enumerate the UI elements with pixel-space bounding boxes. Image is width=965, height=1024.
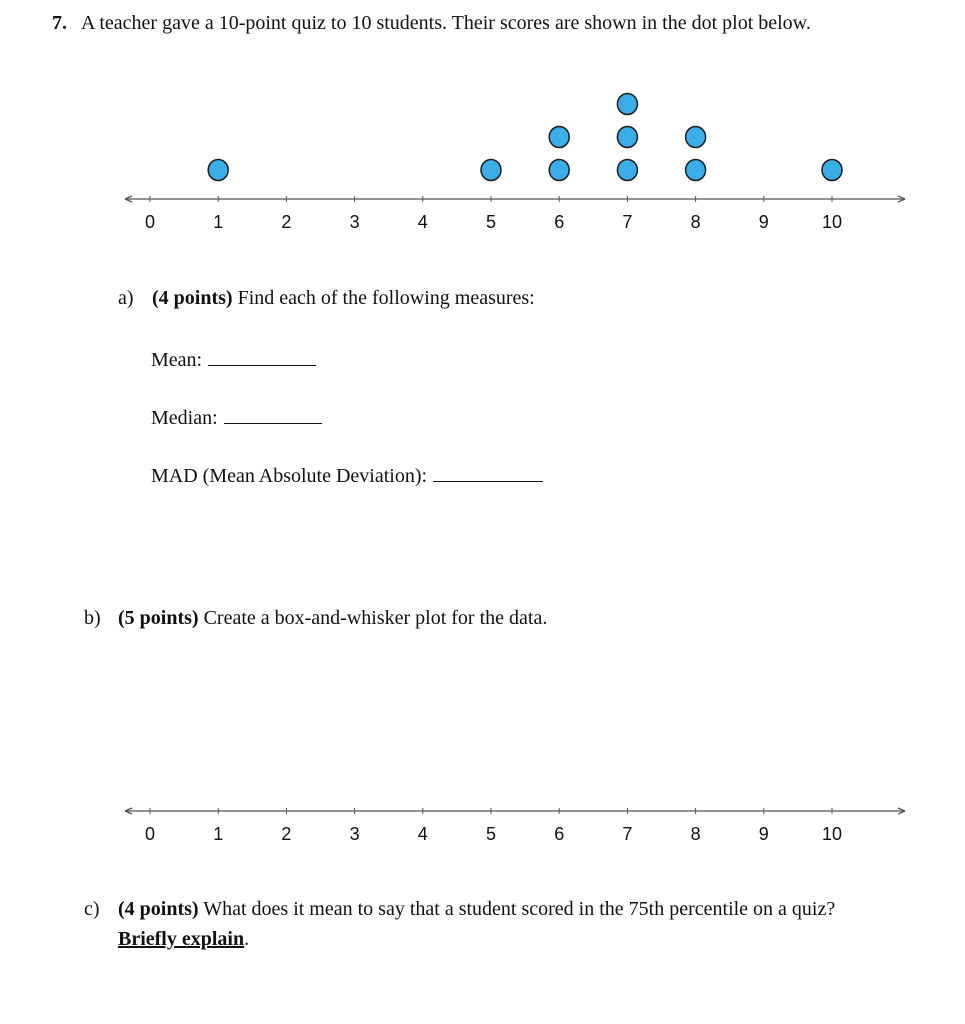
dot-plot-tick-label: 9	[758, 212, 769, 232]
number-line-tick-label: 6	[554, 824, 565, 844]
data-dot	[549, 127, 569, 148]
dot-plot-tick-label: 4	[417, 212, 428, 232]
question-heading	[52, 12, 811, 35]
number-line-axis	[125, 808, 905, 844]
number-line-tick-label: 7	[622, 824, 633, 844]
dot-plot-tick-label: 8	[690, 212, 701, 232]
part-c-points: (4 points)	[118, 898, 199, 920]
median-answer-blank[interactable]	[224, 403, 322, 424]
dot-plot-tick-label: 0	[144, 212, 156, 232]
number-line-tick-label: 1	[213, 824, 224, 844]
part-b-prompt: Create a box-and-whisker plot for the data.	[203, 607, 548, 629]
briefly-explain-label: Briefly explain	[118, 928, 245, 950]
mad-answer-blank[interactable]	[433, 461, 543, 482]
part-c-instruction	[118, 928, 249, 951]
dot-plot-dots	[208, 94, 842, 181]
number-line-tick-label: 8	[690, 824, 701, 844]
dot-plot-tick-label: 2	[281, 212, 292, 232]
data-dot	[617, 94, 637, 115]
part-a-points: (4 points)	[152, 287, 233, 309]
number-line-tick-label: 2	[281, 824, 292, 844]
number-line-tick-label: 5	[485, 824, 497, 844]
mad-label: MAD (Mean Absolute Deviation):	[151, 465, 428, 487]
part-b-heading	[84, 607, 547, 630]
number-line-tick-label: 3	[349, 824, 360, 844]
data-dot	[686, 127, 706, 148]
mean-answer-blank[interactable]	[208, 345, 316, 366]
median-label: Median:	[151, 407, 218, 429]
data-dot	[208, 160, 228, 181]
number-line-tick-label: 10	[821, 824, 843, 844]
part-b-points: (5 points)	[118, 607, 199, 629]
dot-plot-tick-label: 3	[349, 212, 360, 232]
part-c-period: .	[244, 928, 250, 950]
number-line-tick-label: 0	[144, 824, 156, 844]
question-text: A teacher gave a 10-point quiz to 10 students. Their scores are shown in the dot plot below.	[81, 12, 811, 34]
dot-plot-tick-label: 6	[554, 212, 565, 232]
data-dot	[617, 160, 637, 181]
number-line-tick-label: 4	[417, 824, 428, 844]
part-a-heading	[118, 287, 535, 310]
dot-plot-tick-label: 5	[485, 212, 497, 232]
data-dot	[822, 160, 842, 181]
dot-plot-tick-label: 7	[622, 212, 633, 232]
dot-plot-tick-label: 1	[213, 212, 224, 232]
data-dot	[549, 160, 569, 181]
part-b-letter: b)	[84, 607, 101, 629]
data-dot	[481, 160, 501, 181]
part-c-letter: c)	[84, 898, 100, 920]
median-line	[151, 403, 322, 430]
box-plot-number-line[interactable]	[0, 790, 965, 850]
mean-label: Mean:	[151, 349, 203, 371]
dot-plot-tick-label: 10	[821, 212, 843, 232]
part-c-prompt: What does it mean to say that a student scored in the 75th percentile on a quiz?	[203, 898, 836, 920]
mean-line	[151, 345, 316, 372]
number-line-tick-label: 9	[758, 824, 769, 844]
dot-plot	[0, 75, 965, 240]
mad-line	[151, 461, 543, 488]
question-number: 7.	[52, 12, 67, 34]
part-a-prompt: Find each of the following measures:	[237, 287, 535, 309]
data-dot	[686, 160, 706, 181]
data-dot	[617, 127, 637, 148]
part-a-letter: a)	[118, 287, 134, 309]
dot-plot-axis	[125, 196, 905, 232]
part-c-heading	[84, 898, 835, 921]
